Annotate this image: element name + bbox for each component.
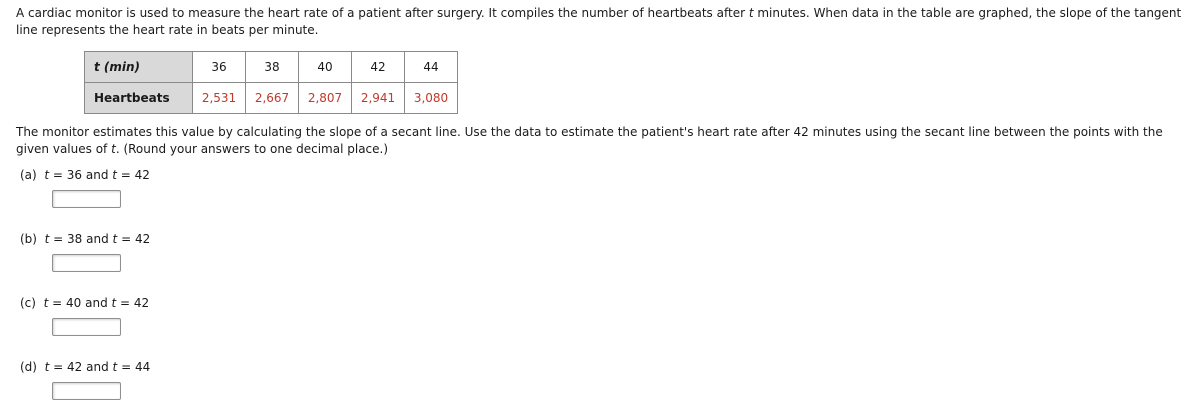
part-t2: 44 <box>134 360 151 374</box>
part-label: (c) <box>20 296 36 310</box>
part-d-prompt: (d) t = 42 and t = 44 <box>20 360 151 374</box>
table-row-heartbeats <box>85 83 458 114</box>
time-cell: 40 <box>299 52 352 83</box>
time-cell: 36 <box>193 52 246 83</box>
part-t1: 36 <box>66 168 83 182</box>
row-label-time <box>85 52 193 83</box>
part-t1: 42 <box>67 360 83 374</box>
intro-text-1: A cardiac monitor is used to measure the heart rate of a patient after surgery. It compiles the number of heartbeats after <box>16 6 749 20</box>
heartbeat-cell: 2,807 <box>299 83 352 114</box>
data-table <box>84 51 458 114</box>
instruction-variable-t: t <box>111 142 116 156</box>
var-t: t <box>111 296 117 310</box>
part-label: (b) <box>20 232 37 246</box>
part-b-prompt: (b) t = 38 and t = 42 <box>20 232 151 246</box>
part-t1: 40 <box>66 296 82 310</box>
part-a-prompt: (a) t = 36 and t = 42 <box>20 168 150 182</box>
answer-input-c[interactable] <box>52 318 121 336</box>
part-t2: 42 <box>134 168 150 182</box>
time-cell: 38 <box>246 52 299 83</box>
heartbeat-cell: 2,941 <box>352 83 405 114</box>
heartbeat-cell: 3,080 <box>405 83 458 114</box>
problem-intro <box>16 5 1186 39</box>
intro-variable-t: t <box>748 6 754 20</box>
answer-input-d[interactable] <box>52 382 121 400</box>
var-t: t <box>44 168 50 182</box>
row-label-time-text: t (min) <box>94 60 141 74</box>
var-t: t <box>112 168 117 182</box>
heartbeat-cell: 2,667 <box>246 83 299 114</box>
row-label-heartbeats: Heartbeats <box>85 83 193 114</box>
part-t1: 38 <box>67 232 83 246</box>
var-t: t <box>44 232 50 246</box>
var-t: t <box>112 232 118 246</box>
heartbeat-cell: 2,531 <box>193 83 246 114</box>
part-t2: 42 <box>134 232 151 246</box>
var-t: t <box>112 360 118 374</box>
table-row-time <box>85 52 458 83</box>
part-label: (d) <box>20 360 37 374</box>
instruction-text <box>16 124 1186 158</box>
instruction-text-1: The monitor estimates this value by calculating the slope of a secant line. Use the data to estimate the patient's heart rate after 42 minutes using the secant line between the points with the given values of <box>16 125 1163 156</box>
answer-input-b[interactable] <box>52 254 121 272</box>
time-cell: 44 <box>405 52 458 83</box>
intro-text-2: minutes. When data in the table are graphed, the slope of the tangent line represents the heart rate in beats per minute. <box>16 6 1182 37</box>
part-t2: 42 <box>133 296 150 310</box>
part-c-prompt: (c) t = 40 and t = 42 <box>20 296 150 310</box>
var-t: t <box>43 296 49 310</box>
var-t: t <box>44 360 50 374</box>
answer-input-a[interactable] <box>52 190 121 208</box>
time-cell: 42 <box>352 52 405 83</box>
instruction-text-2: . (Round your answers to one decimal place.) <box>115 142 389 156</box>
part-label: (a) <box>20 168 37 182</box>
